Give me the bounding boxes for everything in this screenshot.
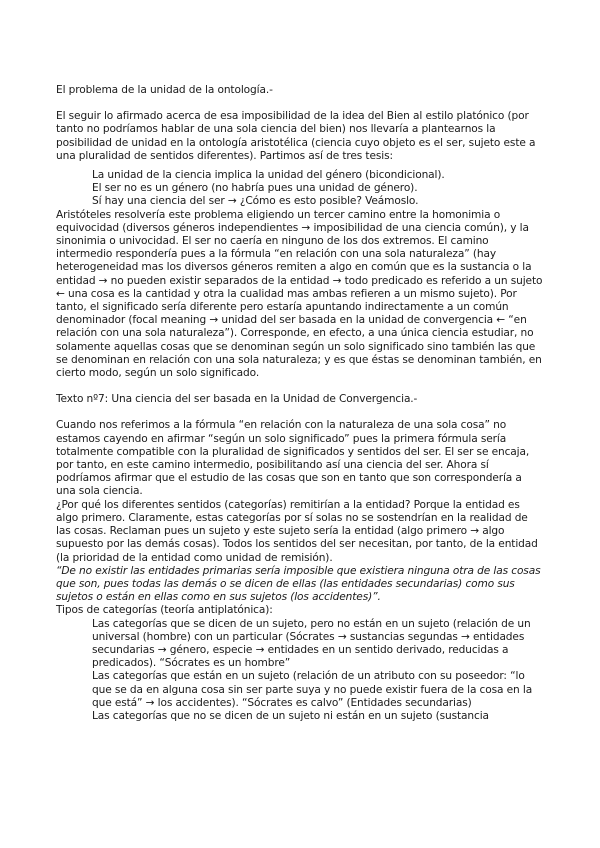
categories-question-paragraph: ¿Por qué los diferentes sentidos (categorías) remitirían a la entidad? Porque la entidad es algo primero. Claramente, estas categorías por sí solas no se sostendrían en la realidad de las cosas. Reclaman pues un sujeto y este sujeto sería la entidad (algo primero → algo supuesto por las demás cosas). Todos los sentidos del ser necesitan, por tanto, de la entidad (la prioridad de la entidad como unidad de remisión). [56,498,538,564]
thesis-item-2: El ser no es un género (no habría pues una unidad de género). [92,182,418,195]
section-heading-text-7: Texto nº7: Una ciencia del ser basada en la Unidad de Convergencia.- [56,393,418,406]
thesis-item-1: La unidad de la ciencia implica la unidad del género (bicondicional). [92,169,445,182]
focal-meaning-paragraph: Cuando nos referimos a la fórmula “en relación con la naturaleza de una sola cosa” no estamos cayendo en afirmar “según un solo significado” pues la primera fórmula sería totalmente compatible con la pluralidad de significados y sentidos del ser. El ser se encaja, por tanto, en este camino intermedio, posibilitando así una ciencia del ser. Ahora sí podríamos afirmar que el estudio de las cosas que son en tanto que son correspondería a una sola ciencia. [56,419,530,498]
thesis-item-3: Sí hay una ciencia del ser → ¿Cómo es esto posible? Veámoslo. [92,195,419,208]
intro-paragraph: El seguir lo afirmado acerca de esa imposibilidad de la idea del Bien al estilo platónico (por tanto no podríamos hablar de una sola ciencia del bien) nos llevaría a plantearnos la posibilidad de unidad en la ontología aristotélica (ciencia cuyo objeto es el ser, sujeto este a una pluralidad de sentidos diferentes). Partimos así de tres tesis: [56,110,536,162]
type-item-1: Las categorías que se dicen de un sujeto, pero no están en un sujeto (relación de un universal (hombre) con un particular (Sócrates → sustancias segundas → entidades secundarias → género, especie → entidades en un sentido derivado, reducidas a predicados). “Sócrates es un hombre” [92,617,531,670]
type-item-2: Las categorías que están en un sujeto (relación de un atributo con su poseedor: “lo que se da en alguna cosa sin ser parte suya y no puede existir fuera de la cosa en la que está” → los accidentes). “Sócrates es calvo” (Entidades secundarias) [92,670,533,709]
types-list [56,618,544,724]
document-page [56,84,544,723]
types-heading: Tipos de categorías (teoría antiplatónica): [56,604,273,617]
aristotle-paragraph: Aristóteles resolvería este problema eligiendo un tercer camino entre la homonimia o equivocidad (diversos géneros independientes → imposibilidad de una ciencia común), y la sinonimia o univocidad. El ser no caería en ninguno de los dos extremos. El camino intermedio respondería pues a la fórmula “en relación con una sola naturaleza” (hay heterogeneidad mas los diversos géneros remiten a algo en común que es la sustancia o la entidad → no pueden existir separados de la entidad → todo predicado es referido a un sujeto ← una cosa es la cantidad y otra la cualidad mas ambas refieren a un mismo sujeto). Por tanto, el significado sería diferente pero estaría apuntando indirectamente a un común denominador (focal meaning → unidad del ser basada en la unidad de convergencia ← “en relación con una sola naturaleza”). Corresponde, en efecto, a una única ciencia estudiar, no solamente aquellas cosas que se denominan según un solo significado sino también las que se denominan en relación con una sola naturaleza; y es que éstas se denominan también, en cierto modo, según un solo significado. [56,208,543,380]
aristotle-quote: “De no existir las entidades primarias sería imposible que existiera ninguna otra de las cosas que son, pues todas las demás o se dicen de ellas (las entidades secundarias) como sus sujetos o están en ellas como en sus sujetos (los accidentes)”. [56,564,541,604]
theses-list [56,169,544,209]
type-item-3: Las categorías que no se dicen de un sujeto ni están en un sujeto (sustancia [92,709,489,722]
section-heading-ontology-unity: El problema de la unidad de la ontología.- [56,84,273,96]
